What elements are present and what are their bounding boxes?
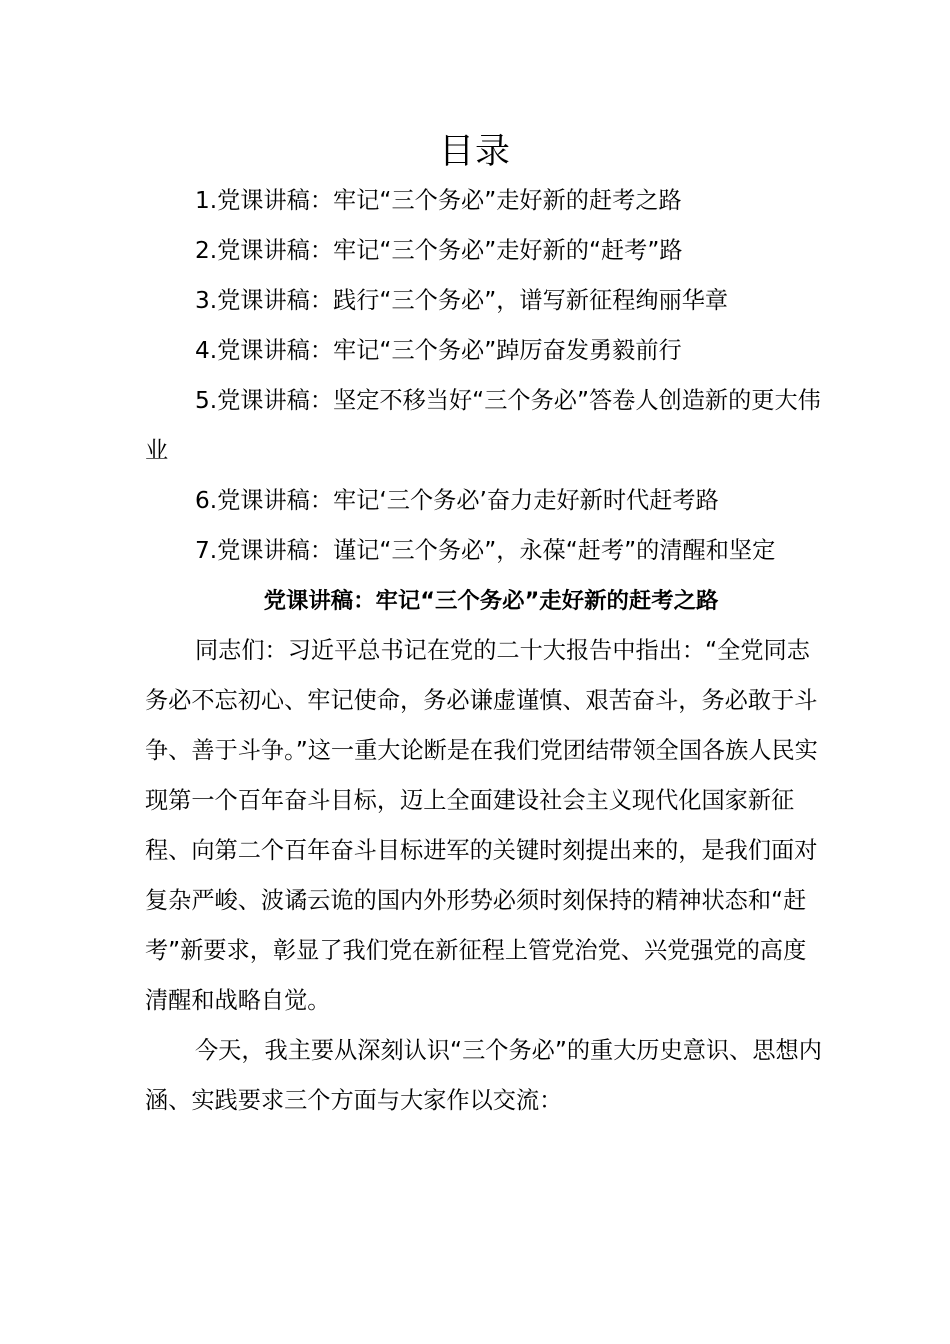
toc-item: 5.党课讲稿：坚定不移当好“三个务必”答卷人创造新的更大伟业 bbox=[145, 387, 821, 464]
toc-item: 2.党课讲稿：牢记“三个务必”走好新的“赶考”路 bbox=[195, 237, 683, 264]
document-body bbox=[145, 176, 825, 1126]
toc-item: 1.党课讲稿：牢记“三个务必”走好新的赶考之路 bbox=[195, 187, 682, 214]
toc-item: 3.党课讲稿：践行“三个务必”，谱写新征程绚丽华章 bbox=[195, 287, 729, 314]
section-heading: 党课讲稿：牢记“三个务必”走好新的赶考之路 bbox=[263, 588, 719, 614]
toc-item: 4.党课讲稿：牢记“三个务必”踔厉奋发勇毅前行 bbox=[195, 337, 682, 364]
body-paragraph: 今天，我主要从深刻认识“三个务必”的重大历史意识、思想内涵、实践要求三个方面与大家作以交流： bbox=[145, 1037, 822, 1114]
table-of-contents bbox=[145, 176, 825, 576]
toc-item: 6.党课讲稿：牢记‘三个务必’奋力走好新时代赶考路 bbox=[195, 487, 719, 514]
body-paragraph: 同志们：习近平总书记在党的二十大报告中指出：“全党同志务必不忘初心、牢记使命，务必谦虚谨慎、艰苦奋斗，务必敢于斗争、善于斗争。”这一重大论断是在我们党团结带领全国各族人民实现第一个百年奋斗目标，迈上全面建设社会主义现代化国家新征程、向第二个百年奋斗目标进军的关键时刻提出来的，是我们面对复杂严峻、波谲云诡的国内外形势必须时刻保持的精神状态和“赶考”新要求，彰显了我们党在新征程上管党治党、兴党强党的高度清醒和战略自觉。 bbox=[145, 637, 818, 1014]
toc-item: 7.党课讲稿：谨记“三个务必”，永葆“赶考”的清醒和坚定 bbox=[195, 537, 776, 564]
document-title: 目录 bbox=[438, 132, 511, 172]
